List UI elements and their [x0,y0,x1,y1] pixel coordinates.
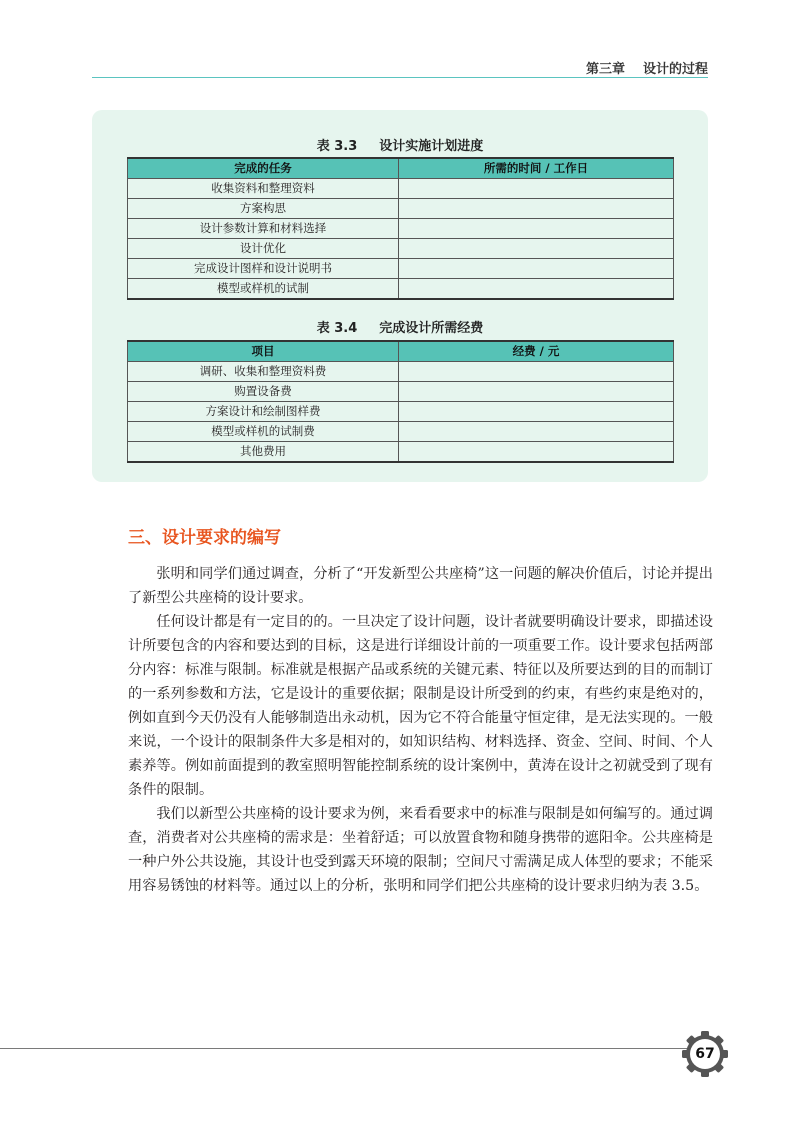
table-row [128,279,674,300]
chapter-label: 第三章 [585,62,625,77]
page-number: 67 [695,1046,715,1062]
table-row [128,362,674,382]
table-3-4-title [92,317,708,336]
table-3-4-caption: 完成设计所需经费 [379,321,484,336]
table-cell: 设计参数计算和材料选择 [128,219,399,239]
table-row [128,382,674,402]
paragraph-1: 张明和同学们通过调查，分析了“开发新型公共座椅”这一问题的解决价值后，讨论并提出了新型公共座椅的设计要求。 [128,566,713,606]
paragraph-2: 任何设计都是有一定目的的。一旦决定了设计问题，设计者就要明确设计要求，即描述设计所要包含的内容和要达到的目标，这是进行详细设计前的一项重要工作。设计要求包括两部分内容：标准与限制。标准就是根据产品或系统的关键元素、特征以及所要达到的目的而制订的一系列参数和方法，它是设计的重要依据；限制是设计所受到的约束，有些约束是绝对的，例如直到今天仍没有人能够制造出永动机，因为它不符合能量守恒定律，是无法实现的。一般来说，一个设计的限制条件大多是相对的，如知识结构、材料选择、资金、空间、时间、个人素养等。例如前面提到的教室照明智能控制系统的设计案例中，黄涛在设计之初就受到了现有条件的限制。 [128,614,713,798]
footer-rule [0,1048,692,1049]
table-cell-empty [399,382,674,402]
table-row [128,199,674,219]
body-text [128,562,713,898]
table-row [128,402,674,422]
table-cell: 调研、收集和整理资料费 [128,362,399,382]
table-cell: 方案构思 [128,199,399,219]
header-rule [92,77,708,78]
table-cell-empty [399,442,674,463]
table-cell: 购置设备费 [128,382,399,402]
table-cell-empty [399,179,674,199]
table-cell-empty [399,422,674,442]
table-cell-empty [399,362,674,382]
table-row [128,422,674,442]
table-row [128,219,674,239]
table-row [128,179,674,199]
table-cell-empty [399,259,674,279]
chapter-title: 设计的过程 [642,62,708,77]
table-cell: 收集资料和整理资料 [128,179,399,199]
table-3-4-number: 表 3.4 [316,321,358,336]
table-3-3 [127,157,674,300]
table-cell: 完成设计图样和设计说明书 [128,259,399,279]
table-cell-empty [399,239,674,259]
table-3-3-title [92,135,708,154]
table-cell: 模型或样机的试制费 [128,422,399,442]
table-3-4-header-cost: 经费 / 元 [399,341,674,362]
table-cell-empty [399,199,674,219]
tables-panel [92,110,708,482]
table-cell: 模型或样机的试制 [128,279,399,300]
table-3-3-caption: 设计实施计划进度 [379,139,484,154]
table-3-3-header-task: 完成的任务 [128,158,399,179]
table-cell: 其他费用 [128,442,399,463]
table-row [128,259,674,279]
table-3-3-number: 表 3.3 [316,139,358,154]
section-heading: 三、设计要求的编写 [128,528,281,548]
table-row [128,442,674,463]
table-cell-empty [399,402,674,422]
table-cell: 设计优化 [128,239,399,259]
running-head [586,58,708,77]
table-cell-empty [399,279,674,300]
paragraph-3: 我们以新型公共座椅的设计要求为例，来看看要求中的标准与限制是如何编写的。通过调查，消费者对公共座椅的需求是：坐着舒适；可以放置食物和随身携带的遮阳伞。公共座椅是一种户外公共设施，其设计也受到露天环境的限制；空间尺寸需满足成人体型的要求；不能采用容易锈蚀的材料等。通过以上的分析，张明和同学们把公共座椅的设计要求归纳为表 3.5。 [128,806,713,894]
table-3-4 [127,340,674,463]
table-3-3-header-time: 所需的时间 / 工作日 [399,158,674,179]
table-3-4-header-item: 项目 [128,341,399,362]
table-row [128,239,674,259]
table-cell: 方案设计和绘制图样费 [128,402,399,422]
table-cell-empty [399,219,674,239]
